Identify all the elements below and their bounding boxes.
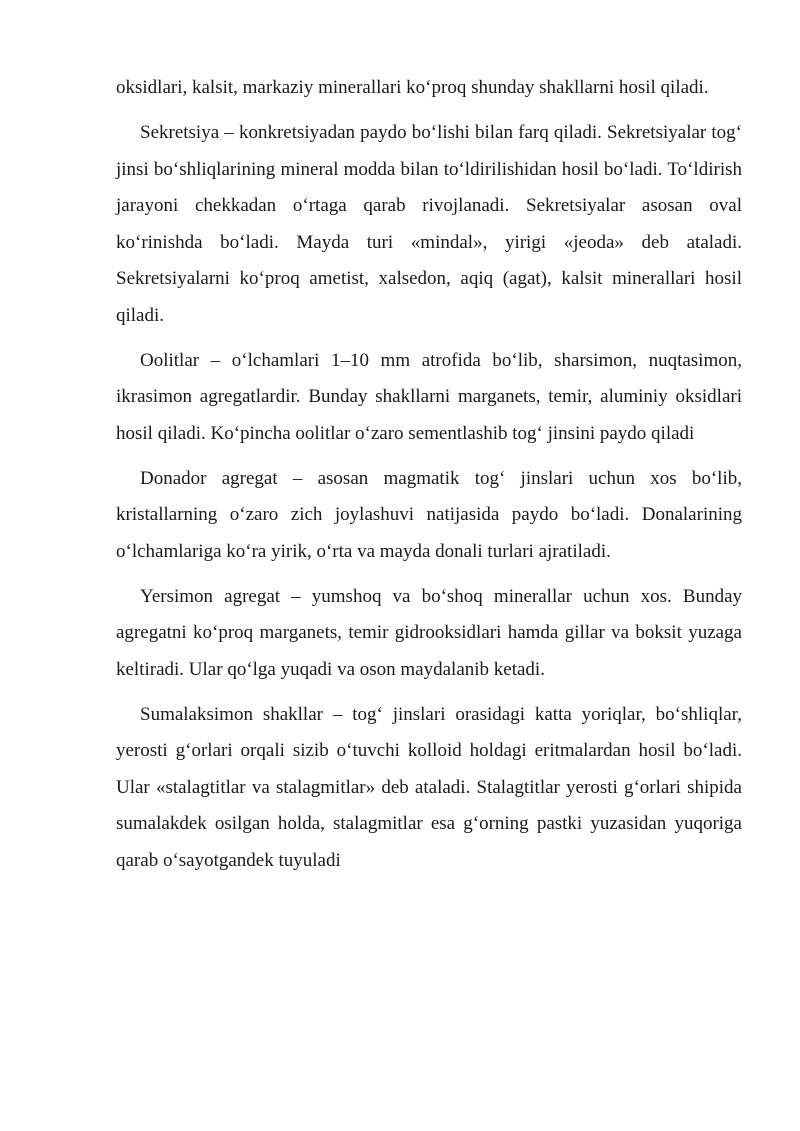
paragraph-sekretsiya: Sekretsiya – konkretsiyadan paydo bo‘lishi bilan farq qiladi. Sekretsiyalar tog‘ jinsi bo‘shliqlarining mineral modda bilan to‘ldirilishidan hosil bo‘ladi. To‘ldirish jarayoni chekkadan o‘rtaga qarab rivojlanadi. Sekretsiyalar asosan oval ko‘rinishda bo‘ladi. Mayda turi «mindal», yirigi «jeoda» deb ataladi. Sekretsiyalarni ko‘proq ametist, xalsedon, aqiq (agat), kalsit minerallari hosil qiladi. [116, 122, 742, 326]
paragraph-sumalaksimon-shakllar: Sumalaksimon shakllar – tog‘ jinslari orasidagi katta yoriqlar, bo‘shliqlar, yerosti g‘orlari orqali sizib o‘tuvchi kolloid holdagi eritmalardan hosil bo‘ladi. Ular «stalagtitlar va stalagmitlar» deb ataladi. Stalagtitlar yerosti g‘orlari shipida sumalakdek osilgan holda, stalagmitlar esa g‘orning pastki yuzasidan yuqoriga qarab o‘sayotgandek tuyuladi [116, 703, 742, 871]
paragraph-continuation: oksidlari, kalsit, markaziy minerallari ko‘proq shunday shakllarni hosil qiladi. [116, 77, 709, 98]
document-page [116, 70, 742, 888]
paragraph-donador-agregat: Donador agregat – asosan magmatik tog‘ jinslari uchun xos bo‘lib, kristallarning o‘zaro zich joylashuvi natijasida paydo bo‘ladi. Donalarining o‘lchamlariga ko‘ra yirik, o‘rta va mayda donali turlari ajratiladi. [116, 467, 742, 562]
paragraph-oolitlar: Oolitlar – o‘lchamlari 1–10 mm atrofida bo‘lib, sharsimon, nuqtasimon, ikrasimon agregatlardir. Bunday shakllarni marganets, temir, aluminiy oksidlari hosil qiladi. Ko‘pincha oolitlar o‘zaro sementlashib tog‘ jinsini paydo qiladi [116, 349, 742, 444]
paragraph-yersimon-agregat: Yersimon agregat – yumshoq va bo‘shoq minerallar uchun xos. Bunday agregatni ko‘proq marganets, temir gidrooksidlari hamda gillar va boksit yuzaga keltiradi. Ular qo‘lga yuqadi va oson maydalanib ketadi. [116, 585, 742, 680]
